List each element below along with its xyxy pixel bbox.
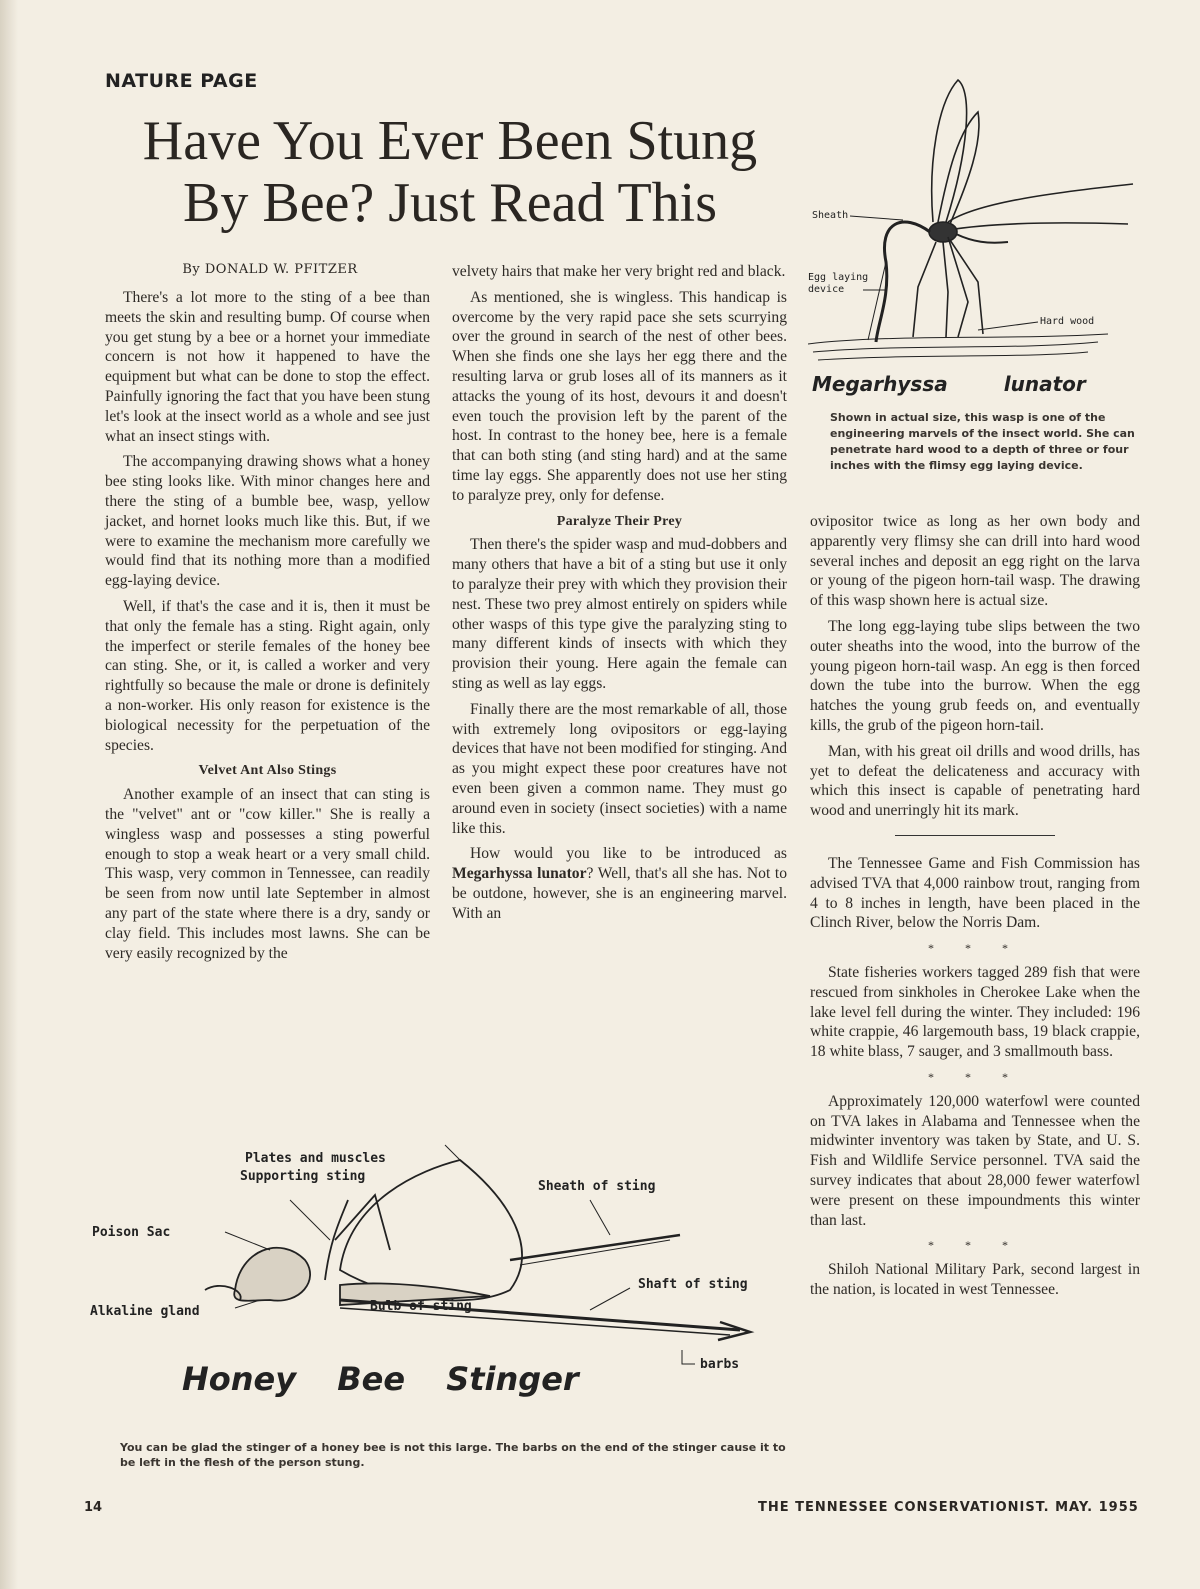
news-item: The Tennessee Game and Fish Commission has advised TVA that 4,000 rainbow trout, ranging from 4 to 8 inches in length, have been placed in the Clinch River, below the Norris Dam. <box>810 854 1140 932</box>
wasp-label-egg-device-2: device <box>808 284 845 295</box>
bee-label-poison-sac: Poison Sac <box>92 1225 171 1240</box>
separator-stars: * * * <box>928 1069 1022 1084</box>
wasp-label-hard-wood: Hard wood <box>1040 316 1095 327</box>
publication-footer: THE TENNESSEE CONSERVATIONIST. MAY. 1955 <box>758 1500 1139 1515</box>
subheading: Paralyze Their Prey <box>556 513 683 529</box>
wasp-figure-title <box>812 372 1142 396</box>
paragraph: velvety hairs that make her very bright red and black. <box>452 263 786 280</box>
section-label: NATURE PAGE <box>105 70 258 92</box>
wasp-label-sheath: Sheath <box>812 210 849 221</box>
paragraph: Another example of an insect that can sting is the "velvet" ant or "cow killer." She is really a wingless wasp and possesses a sting powerful enough to stop a weak heart or a very small child. This wasp, very common in Tennessee, can readily be seen from now until late September in almost any part of the state where there is a dry, sandy or clay field. This includes most lawns. She can be very easily recognized by the <box>105 786 430 962</box>
bee-figure-caption: You can be glad the stinger of a honey bee is not this large. The barbs on the end of the stinger cause it to be left in the flesh of the person stung. <box>120 1441 786 1469</box>
paragraph: Well, if that's the case and it is, then it must be that only the female has a sting. Right again, only the imperfect or sterile females of the honey bee can sting. She, or it, is called a worker and very rightfully so because the male or drone is definitely a non-worker. His only reason for existence is the biological necessity for the perpetuation of the species. <box>105 597 430 754</box>
paragraph: There's a lot more to the sting of a bee than meets the skin and resulting bump. Of course when you get stung by a bee or a hornet your immediate concern is not how it happened to have the equipment but what can be done to stop the effect. Painfully ignoring the fact that you have been stung let's look at the insect world as a whole and see just what an insect stings with. <box>105 289 430 445</box>
news-item: Shiloh National Military Park, second largest in the nation, is located in west Tennessee. <box>810 1261 1140 1298</box>
article-column-2 <box>452 262 787 930</box>
text-span: How would you like to be introduced as <box>470 845 787 863</box>
paragraph: Man, with his great oil drills and wood drills, has yet to defeat the delicateness and accuracy with which this insect is capable of penetrating hard wood and unerringly hit its mark. <box>810 742 1140 820</box>
paragraph: Finally there are the most remarkable of all, those with extremely long ovipositors or egg-laying devices that have not been modified for stinging. And as you might expect these poor creatures have not even been given a common name. They must go around even in society (insect societies) with a name like this. <box>452 700 787 837</box>
wasp-label-egg-device-1: Egg laying <box>808 272 869 283</box>
byline: By DONALD W. PFITZER <box>182 262 358 277</box>
wasp-illustration <box>808 72 1148 372</box>
bee-label-barbs: barbs <box>700 1357 740 1372</box>
article-column-3 <box>810 512 1140 1306</box>
wasp-figure-caption: Shown in actual size, this wasp is one of the engineering marvels of the insect world. She can penetrate hard wood to a depth of three or four inches with the flimsy egg laying device. <box>830 411 1135 472</box>
paragraph: Then there's the spider wasp and mud-dobbers and many others that have a bit of a sting but use it only to paralyze their prey with which they provision their nest. These two prey almost entirely on spiders while other wasps of this type give the paralyzing sting to many different kinds of insects with which they provision their young. Here again the female can sting as well as lay eggs. <box>452 536 787 692</box>
paragraph <box>452 844 787 923</box>
text-span: ? Well, that's all she has. Not to be outdone, however, she is an engineering marvel. With an <box>452 865 787 922</box>
separator-stars: * * * <box>928 941 1022 956</box>
headline <box>110 110 790 234</box>
bee-label-bulb: Bulb of sting <box>370 1299 472 1314</box>
bee-label-plates-2: Supporting sting <box>240 1169 366 1184</box>
paragraph: ovipositor twice as long as her own body and apparently very flimsy she can drill into hard wood several inches and deposit an egg right on the larva or young of the pigeon horn-tail wasp. The drawing of this wasp shown here is actual size. <box>810 513 1140 610</box>
bee-label-plates-1: Plates and muscles <box>245 1151 386 1166</box>
paragraph: The accompanying drawing shows what a honey bee sting looks like. With minor changes here and there the sting of a bumble bee, wasp, yellow jacket, and hornet looks much like this. But, if we were to examine the mechanism more carefully we would find that its nothing more than a modified egg-laying device. <box>105 453 430 590</box>
paragraph: The long egg-laying tube slips between the two outer sheaths into the wood, into the burrow of the young pigeon horn-tail wasp. An egg is then forced down the tube into the burrow. When the egg hatches the young grub feeds on, and eventually kills, the grub of the pigeon horn-tail. <box>810 617 1140 734</box>
divider-rule <box>895 835 1055 836</box>
bee-label-alkaline-gland: Alkaline gland <box>90 1304 200 1319</box>
page-number: 14 <box>84 1500 103 1515</box>
paragraph: As mentioned, she is wingless. This handicap is overcome by the very rapid pace she sets scurrying over the ground in search of the nest of other bees. When she finds one she lays her egg there and the resulting larva or grub loses all of its manners as it attacks the young of its host, devours it and doesn't even touch the provision left by the parent of the host. In contrast to the honey bee, here is a female that can both sting (and sting hard) and at the same time lay eggs. She apparently does not use her sting to paralyze prey, only for defense. <box>452 288 787 504</box>
wasp-title-species: lunator <box>1003 372 1086 396</box>
bee-label-sheath: Sheath of sting <box>538 1179 656 1194</box>
news-item: Approximately 120,000 waterfowl were counted on TVA lakes in Alabama and Tennessee when the midwinter inventory was taken by State, and U. S. Fish and Wildlife Service personnel. TVA said the survey indicates that about 28,000 fewer waterfowl were present on these impoundments this winter than last. <box>810 1092 1140 1229</box>
bee-figure-title: Honey Bee Stinger <box>182 1360 579 1398</box>
species-name: Megarhyssa lunator <box>452 865 587 883</box>
headline-line-1: Have You Ever Been Stung <box>142 110 758 172</box>
separator-stars: * * * <box>928 1238 1022 1253</box>
bee-label-shaft: Shaft of sting <box>638 1277 748 1292</box>
page-edge-shadow <box>0 0 18 1589</box>
wasp-title-genus: Megarhyssa <box>812 372 948 396</box>
subheading: Velvet Ant Also Stings <box>198 763 337 779</box>
article-column-1 <box>105 288 430 969</box>
news-item: State fisheries workers tagged 289 fish that were rescued from sinkholes in Cherokee Lake when the lake level fell during the winter. They included: 196 white crappie, 46 largemouth bass, 19 black crappie, 18 white blass, 7 sauger, and 3 smallmouth bass. <box>810 963 1140 1061</box>
headline-line-2: By Bee? Just Read This <box>182 172 718 234</box>
